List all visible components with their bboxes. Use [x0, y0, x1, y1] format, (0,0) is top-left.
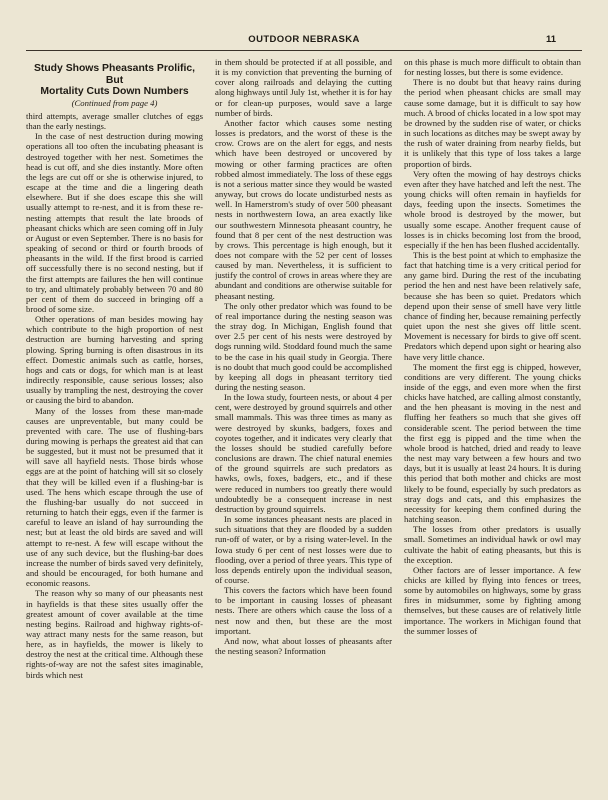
- paragraph: This is the best point at which to emphasize the fact that hatching time is a very critical period for any game bird. During the rest of the incubating period the hen and nest have been relatively safe, because she has been so quiet. Predators which depend upon their sense of smell have very little chance of finding her, because remaining perfectly quiet upon the nest she gives off little scent. Movement is necessary for birds to give off scent. Predators which depend upon sight or hearing also have very little chance.: [404, 249, 581, 362]
- paragraph: third attempts, average smaller clutches of eggs than the early nestings.: [26, 111, 203, 132]
- paragraph: There is no doubt but that heavy rains during the period when pheasant chicks are small may cause some damage, but it is difficult to say how much. A brood of chicks located in a low spot may be drowned by the sudden rise of water, or chicks in such locations as ditches may be swept away by the rush of water draining from nearby fields, but it is unlikely that this type of loss takes a large proportion of birds.: [404, 77, 581, 169]
- paragraph: in them should be protected if at all possible, and it is my conviction that preventing the burning of cover along railroads and delaying the cutting along highways until July 1st, whether it is for hay or for clean-up purposes, would save a large number of birds.: [215, 57, 392, 118]
- paragraph: Very often the mowing of hay destroys chicks even after they have hatched and left the nest. The young chicks will often remain in hayfields for days, feeding upon the insects. Sometimes the whole brood is destroyed by the mower, but usually some escape. Another frequent cause of losses is in chicks becoming lost from the brood, especially if the hen has been flushed accidentally.: [404, 168, 581, 250]
- paragraph: Another factor which causes some nesting losses is predators, and the worst of these is the crow. Crows are on the alert for eggs, and nests which have been destroyed or uncovered by mowing or other farming practices are often robbed almost immediately. The loss of these eggs is not a serious matter since they would be wasted anyway, but crows do locate undisturbed nests as well. In Hamerstrom's study of over 500 pheasant nests in northwestern Iowa, an area exactly like our southwestern Minnesota pheasant country, he found that 8 per cent of the nest destruction was by crows. This percentage is high enough, but it does not compare with the 52 per cent of losses caused by man. Nevertheless, it is sufficient to justify the control of crows in areas where they are abundant and conditions are otherwise suitable for pheasant nesting.: [215, 117, 392, 301]
- page-number: 11: [545, 34, 556, 45]
- paragraph: Many of the losses from these man-made causes are unpreventable, but many could be prevented with care. The use of flushing-bars during mowing is perhaps the greatest aid that can be suggested, but it must not be presumed that it will save all hayfield nests. Those birds whose eggs are at the point of hatching will sit so closely that they will be killed even if a flushing-bar is used. The hens which escape through the use of the flushing-bar usually do not succeed in returning to hatch their eggs, even if the farmer is careful to leave an island of hay surrounding the nest; but at least the old birds are saved and will attempt to re-nest. A few will escape without the use of any such device, but the flushing-bar does increase the number of birds saved very definitely, and should be encouraged, for both humane and economic reasons.: [26, 405, 203, 589]
- header-rule: [26, 50, 582, 51]
- headline-line-2: Mortality Cuts Down Numbers: [40, 86, 189, 97]
- paragraph: And now, what about losses of pheasants after the nesting season? Information: [215, 635, 392, 657]
- continued-note: (Continued from page 4): [71, 97, 158, 108]
- headline-line-1: Study Shows Pheasants Prolific, But: [33, 63, 196, 86]
- paragraph: The losses from other predators is usually small. Sometimes an individual hawk or owl may cultivate the habit of eating pheasants, but this is the exception.: [404, 524, 581, 565]
- paragraph: on this phase is much more difficult to obtain than for nesting losses, but there is some evidence.: [404, 57, 581, 78]
- paragraph: The only other predator which was found to be of real importance during the nesting season was the stray dog. In Michigan, English found that over 2.5 per cent of his nests were destroyed by dogs running wild. Stoddard found much the same to be the case in his quail study in Georgia. There is no doubt that much good could be accomplished by keeping all dogs in pheasant territory tied during the nesting season.: [215, 300, 392, 392]
- paragraph: This covers the factors which have been found to be important in causing losses of pheasant nests. There are others which cause the loss of a nest now and then, but these are the most important.: [215, 585, 392, 636]
- paragraph: In the case of nest destruction during mowing operations all too often the incubating pheasant is destroyed together with her nest. Sometimes the head is cut off, and she dies instantly. More often the legs are cut off or she is otherwise injured, to escape at the time and die a lingering death elsewhere. But if she does escape this she will usually attempt to re-nest, and it is from these re-nesting attempts that result the late broods of pheasant chicks which are seen coming off in July or August or even September. There is no basis for speaking of second or third or fourth broods of pheasants in the wild. If the first brood is carried off successfully there is no second nesting, but if the first attempts are failures the hen will continue to try, and ultimately probably between 70 and 80 per cent of them do succeed in bringing off a brood of some size.: [26, 131, 203, 314]
- paragraph: The reason why so many of our pheasants nest in hayfields is that these sites usually offer the greatest amount of cover available at the time nesting begins. Railroad and highway rights-of-way attract many nests for the same reason, but here, as in hayfields, the mower is likely to destroy the nest at the critical time. Although these rights-of-way are not the safest sites imaginable, birds which nest: [26, 588, 203, 680]
- article-headline: [26, 63, 203, 108]
- paragraph: Other operations of man besides mowing hay which contribute to the high proportion of nest destruction are burning harvesting and spring plowing. Spring burning is often disastrous in its effect. Domestic animals such as cattle, horses, hogs and cats or dogs, for which man is at least indirectly responsible, cause serious losses; also usually by trampling the nest, destroying the cover or causing the bird to abandon.: [26, 314, 203, 406]
- paragraph: In the Iowa study, fourteen nests, or about 4 per cent, were destroyed by ground squirrels and other small mammals. This was three times as many as were destroyed by skunks, badgers, foxes and coyotes together, and it indicates very clearly that the losses should be studied carefully before conclusions are drawn. The chief natural enemies of the ground squirrels are such predators as hawks, owls, foxes, badgers, etc., and if these were reduced in numbers too greatly there would undoubtedly be a consequent increase in nest destruction by ground squirrels.: [215, 392, 392, 514]
- column-1: [26, 57, 203, 795]
- paragraph: Other factors are of lesser importance. A few chicks are killed by flying into fences or trees, some by automobiles on highways, some by grass fires in midsummer, some by fighting among themselves, but these causes are of relatively little importance. The workers in Michigan found that the summer losses of: [404, 564, 581, 636]
- column-3: [404, 57, 581, 795]
- magazine-title: OUTDOOR NEBRASKA: [248, 34, 360, 45]
- paragraph: The moment the first egg is chipped, however, conditions are very different. The young chicks inside of the eggs, and even more when the first chicks have hatched, are calling almost constantly, and the hen pheasant is moving in the nest and fluffing her feathers so much that she gives off considerable scent. The period between the time the first egg is pipped and the time when the whole brood is hatched, dried and ready to leave the nest may vary between a few hours and two days, but it is usually at least 24 hours. It is during this period that both mother and chicks are most likely to be found, especially by such predators as stray dogs and cats, and this emphasizes the necessity for keeping them confined during the hatching season.: [404, 361, 581, 525]
- column-2: [215, 57, 392, 795]
- article-body: [26, 57, 582, 795]
- paragraph: In some instances pheasant nests are placed in such situations that they are flooded by a sudden run-off of water, or by a rising water-level. In the Iowa study 6 per cent of nest losses were due to flooding, over a period of three years. This type of loss depends entirely upon the individual season, of course.: [215, 514, 392, 585]
